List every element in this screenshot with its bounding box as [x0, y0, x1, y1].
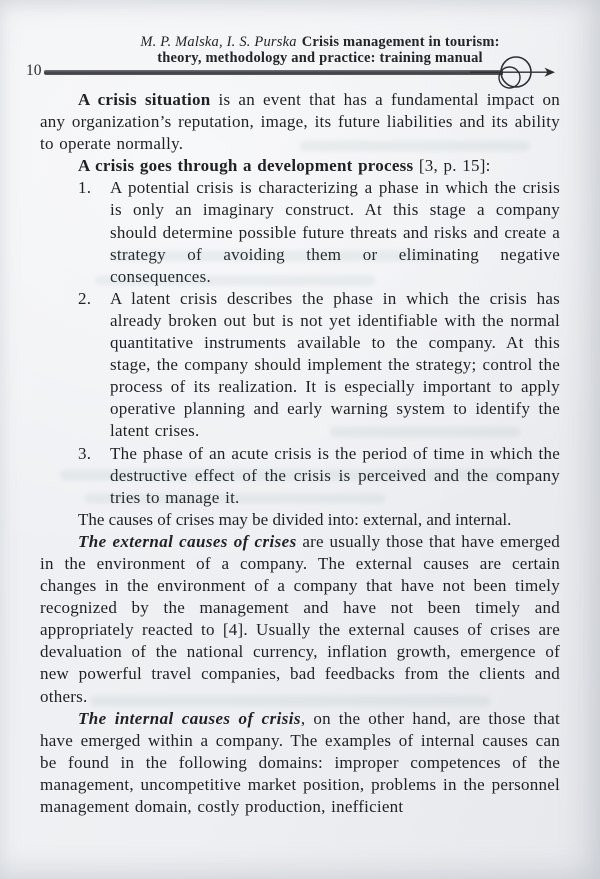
- list-item: [40, 177, 560, 287]
- emphasized-text: A crisis situation: [78, 90, 211, 109]
- header-authors: M. P. Malska, I. S. Purska: [140, 34, 297, 50]
- emphasized-text: The internal causes of crisis: [78, 708, 301, 728]
- bleed-through-artifact: [90, 696, 490, 706]
- bleed-through-artifact: [300, 141, 530, 151]
- list-item: [40, 288, 560, 443]
- body-text-segment: [3, p. 15]:: [413, 156, 491, 176]
- body-text-segment: are usually those that have emerged in the environment of a company. The external causes are certain changes in the environment of a company that have not been timely recognized by the management and have not been timely and appropriately reacted to [4]. Usually the external causes of crises are devaluation of the national currency, inflation growth, emergence of new powerful travel companies, bad feedbacks from the clients and others.: [40, 531, 560, 706]
- bleed-through-artifact: [60, 470, 510, 480]
- paragraph: [40, 509, 560, 531]
- list-item-number: 3.: [78, 443, 92, 463]
- body-text-segment: A latent crisis describes the phase in which the crisis has already broken out but is not yet identifiable with the normal quantitative instruments available to the company. At this stage, the company should implement the strategy; control the process of its realization. It is especially important to apply operative planning and early warning system to identify the latent crises.: [110, 288, 560, 441]
- list-item-number: 1.: [78, 178, 92, 198]
- body-text-segment: The causes of crises may be divided into: external, and internal.: [78, 509, 512, 529]
- paragraph: [40, 155, 560, 177]
- list-item-number: 2.: [78, 288, 92, 308]
- emphasized-text: The external causes of crises: [78, 531, 297, 551]
- header-title: Crisis management in tourism:: [301, 34, 500, 50]
- body-text-segment: , on the other hand, are those that have emerged within a company. The examples of internal causes can be found in the following domains: improper competences of the management, uncompetitive market position, problems in the personnel management domain, costly production, inefficient: [40, 708, 560, 816]
- header-subtitle: theory, methodology and practice: training manual: [157, 50, 483, 66]
- bleed-through-artifact: [95, 276, 375, 285]
- body-text-segment: is an event that has a fundamental impact on any organization’s reputation, image, its future liabilities and its ability to operate normally.: [40, 90, 561, 154]
- page-number: 10: [26, 62, 42, 79]
- paragraph: [40, 708, 560, 818]
- header-rule: [44, 70, 503, 75]
- header-line-1: [62, 34, 578, 50]
- page-body: [40, 89, 560, 818]
- paragraph: [40, 531, 560, 708]
- bleed-through-artifact: [330, 427, 520, 437]
- body-text-segment: The phase of an acute crisis is the period of time in which the destructive effect of the crisis is perceived and the company tries to manage it.: [110, 443, 560, 507]
- emphasized-text: A crisis goes through a development process: [78, 156, 414, 176]
- bleed-through-artifact: [85, 494, 385, 503]
- bleed-through-artifact: [110, 251, 440, 261]
- body-text-segment: A potential crisis is characterizing a phase in which the crisis is only an imaginary construct. At this stage a company should determine possible future threats and risks and create a strategy of avoiding them or eliminating negative consequences.: [110, 178, 560, 286]
